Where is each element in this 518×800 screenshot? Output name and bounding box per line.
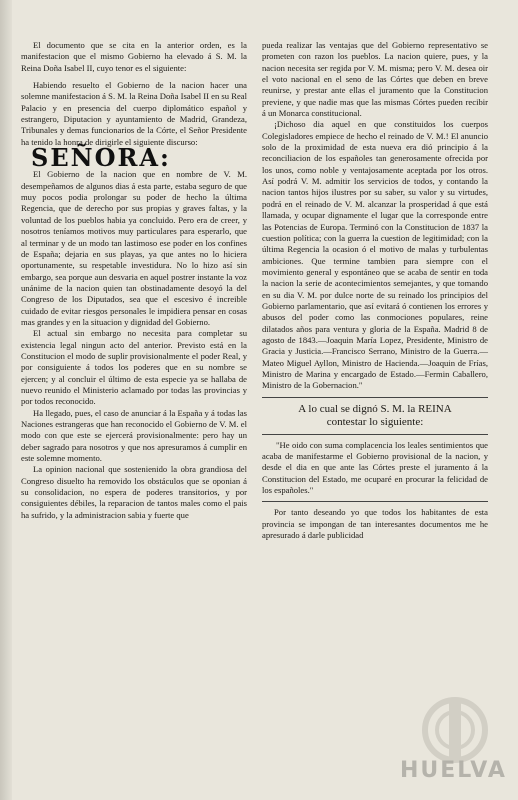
salutation-heading: SEÑORA: [31, 143, 171, 173]
subheading: A lo cual se dignó S. M. la REINA [298, 402, 452, 415]
watermark-text: HUELVA [400, 758, 507, 783]
queen-reply [262, 440, 488, 497]
paragraph: El documento que se cita en la anterior orden, es la manifestacion que el mismo Gobierno ha elevado á S. M. la Reina Doña Isabel II, cuyo tenor es el siguiente: [21, 40, 247, 73]
paragraph: Ha llegado, pues, el caso de anunciar á la España y á todas las Naciones estrangeras que han reconocido el Gobierno de V. M. el modo con que este se ejercerá provisionalmente: pero hay un deber sagrado para nosotros y que nos apresuramos á cumplir en este solemne momento. [21, 407, 247, 464]
paragraph: El actual sin embargo no necesita para completar su existencia legal ningun acto del anterior. Previsto está en la Constitucion el modo de suplir provisionalmente el poder Real, y por consiguiente á todos los poderes que en su nombre se ejercen; y al concluir el último de esta especie ya se hallaba de nuevo reunido el Ministerio aclamado por todas las provincias y por todos reconocido. [21, 328, 247, 407]
paragraph: Por tanto deseando yo que todos los habitantes de esta provincia se impongan de tan interesantes documentos me he apresurado á darle publicidad [262, 507, 488, 541]
paragraph: ¡Dichoso dia aquel en que constituidos los cuerpos Colegisladores empiece de hecho el reinado de V. M.! El anuncio solo de la proximidad de esta nueva era dió principio á la reconciliacion de los españoles tan generosamente ofrecida por los unos, como noble y ventajosamente aceptada por los otros. Así podrá V. M. admitir los servicios de todos, y contando la nacion tantos hijos ilustres por su saber, su valor y su virtudes, podrá en el reinado de V. M. alcanzar la prosperidad á que está llamada, y ocupar dignamente el lugar que la corresponde entre las Potencias de Europa. Terminó con la Constitucion de 1837 la cuestion política; con la guerra la cuestion de legitimidad; con la última Regencia la ocasion ó el motivo de malas y turbulentas ambiciones. Que termine tambien para siempre con el movimiento general y espontáneo que se acaba de sentir en toda la nacion la serie de acontecimientos semejantes, y que tomando en su dia V. M. por dulce norte de su reinado los principios del Gobierno parlamentario, que así evitará ó contienen los errores y abusos del poder como las conmociones populares, reine dilatados años para ventura y gloria de la España. Madrid 8 de agosto de 1843.—Joaquin María Lopez, Presidente, Ministro de Gracia y Justicia.—Francisco Serrano, Ministro de la Guerra.—Mateo Miguel Ayllon, Ministro de Hacienda.—Joaquin de Frías, Ministro de Marina y encargado de Estado.—Fermin Caballero, Ministro de la Gobernacion." [262, 119, 488, 391]
page-edge [0, 0, 12, 800]
paragraph: pueda realizar las ventajas que del Gobierno representativo se prometen con razon los pueblos. La nacion quiere, pues, y la nacion necesita ser regida por V. M. misma; pero V. M. desea oir el voto nacional en el seno de las Córtes que deben en breve reunirse, y prestar ante ellas el juramento que la Constitucion previene, y que nadie mas que las mismas Córtes pueden recibir á un Monarca constitucional. [262, 40, 488, 119]
left-column [21, 40, 247, 521]
paragraph: El Gobierno de la nacion que en nombre de V. M. desempeñamos de algunos dias á esta parte, estaba seguro de que muy pocos podia prolongar su poder de hecho la última Regencia, que de derecho por sus propias y graves faltas, y la voluntad de los pueblos habia ya concluido. Pero era de creer, y nosotros teníamos motivos muy particulares para esperarlo, que al terminar y de un modo tan lastimoso ese poder en los confines de España; dejaria en sus playas, ya que antes no lo hiciera oportunamente, su respetable investidura. No lo hizo así sin embargo, sea porque aun desvaria en aquel postrer instante la voz unánime de la nacion quien tan obstinadamente desoyó la del Congreso de los Diputados, sea que el escesivo é increible cuidado de evitar riesgos personales le impidiera pensar en cosas mas grandes y en la situacion y dignidad del Gobierno. [21, 169, 247, 327]
subheading: contestar lo siguiente: [326, 415, 424, 428]
paragraph: Habiendo resuelto el Gobierno de la nacion hacer una solemne manifestacion á S. M. la Reina Doña Isabel II en su Real Palacio y en presencia del cuerpo diplomático español y estrangero, Diputacion y ayuntamiento de Madrid, Grandeza, Tribunales y demas funcionarios de la Córte, el Señor Presidente ha tenido la honra de dirigirle el siguiente discurso: [21, 80, 247, 147]
paragraph: "He oido con suma complacencia los leales sentimientos que acaba de manifestarme el Gobierno provisional de la nacion, y desde el dia en que ante las Córtes preste el juramento á la Constitucion del Estado, me ocuparé en procurar la felicidad de los españoles." [262, 439, 488, 496]
divider [262, 501, 488, 502]
divider [262, 397, 488, 398]
divider [262, 434, 488, 435]
paragraph: La opinion nacional que sostenienido la obra grandiosa del Congreso disuelto ha removido los obstáculos que se oponian á su consolidacion, no espera de poderes transitorios, y por consiguientes débiles, la reparacion de tantos males como el pais ha sufrido, y la administracion sabia y fuerte que [21, 464, 247, 520]
right-column [262, 40, 488, 541]
